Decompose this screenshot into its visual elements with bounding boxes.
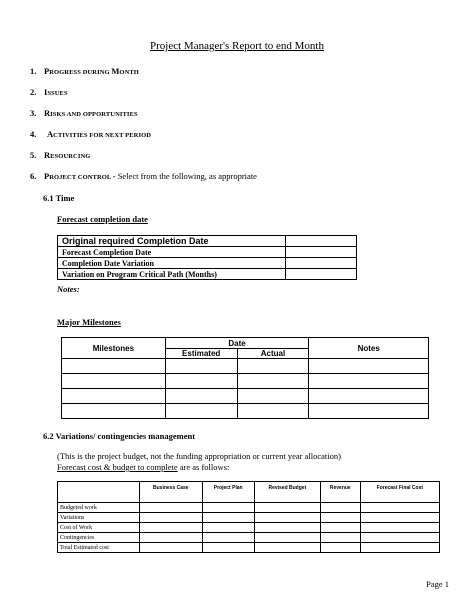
- major-milestones-label: Major Milestones: [57, 317, 121, 327]
- page-title: Project Manager's Report to end Month: [150, 40, 324, 52]
- subsection-6-1-heading: 6.1 Time: [43, 193, 75, 203]
- completion-row-label: Completion Date Variation: [58, 258, 286, 269]
- table-row: [62, 404, 429, 419]
- budget-row-label: Cost of Work: [58, 523, 140, 533]
- table-row: [58, 269, 357, 280]
- table-row: [62, 389, 429, 404]
- table-row: [58, 258, 357, 269]
- notes-label: Notes:: [57, 284, 80, 294]
- table-row: [58, 543, 440, 553]
- budget-note: (This is the project budget, not the funding appropriation or current year allocation): [57, 451, 341, 461]
- budget-row-label: Budgeted work: [58, 503, 140, 513]
- section-5-heading: 5. RESOURCING: [30, 150, 91, 160]
- table-row: [58, 236, 357, 247]
- completion-value-cell[interactable]: [286, 247, 357, 258]
- subsection-6-2-heading: 6.2 Variations/ contingencies management: [43, 431, 196, 441]
- budget-row-label: Contingencies: [58, 533, 140, 543]
- completion-value-cell[interactable]: [286, 258, 357, 269]
- table-row: [58, 523, 440, 533]
- section-4-heading: 4. ACTIVITIES FOR NEXT PERIOD: [30, 129, 152, 139]
- completion-row-label: Forecast Completion Date: [58, 247, 286, 258]
- estimated-header: Estimated: [165, 349, 237, 359]
- budget-header: Business Case: [140, 482, 203, 503]
- forecast-completion-date-label: Forecast completion date: [57, 214, 148, 224]
- section-6-heading: 6. PROJECT CONTROL - Select from the following, as appropriate: [30, 171, 257, 181]
- budget-header: Project Plan: [202, 482, 254, 503]
- section-2-heading: 2. ISSUES: [30, 87, 68, 97]
- page-number: Page 1: [426, 579, 449, 589]
- date-header: Date: [165, 338, 309, 349]
- notes-header: Notes: [309, 338, 429, 359]
- forecast-cost-line: Forecast cost & budget to complete are as follows:: [57, 462, 230, 472]
- table-row: [58, 533, 440, 543]
- completion-value-cell[interactable]: [286, 269, 357, 280]
- completion-value-cell[interactable]: [286, 236, 357, 247]
- completion-row-label: Variation on Program Critical Path (Months): [58, 269, 286, 280]
- table-row: [58, 513, 440, 523]
- table-row: [58, 247, 357, 258]
- table-row: [58, 503, 440, 513]
- section-6-instruction: Select from the following, as appropriate: [117, 171, 257, 181]
- milestones-header: Milestones: [62, 338, 166, 359]
- completion-row-label: Original required Completion Date: [58, 236, 286, 247]
- budget-corner-cell: [58, 482, 140, 503]
- budget-header: Revenue: [320, 482, 360, 503]
- section-3-heading: 3. RISKS AND OPPORTUNITIES: [30, 108, 138, 118]
- completion-date-table: [57, 235, 357, 280]
- section-1-heading: 1. PROGRESS DURING MONTH: [30, 66, 139, 76]
- budget-header: Revised Budget: [254, 482, 320, 503]
- actual-header: Actual: [237, 349, 309, 359]
- budget-header: Forecast Final Cost: [360, 482, 439, 503]
- budget-row-label: Total Estimated cost: [58, 543, 140, 553]
- budget-table: [57, 481, 440, 553]
- budget-row-label: Variations: [58, 513, 140, 523]
- table-row: [62, 374, 429, 389]
- milestones-table: [61, 337, 429, 419]
- table-row: [62, 359, 429, 374]
